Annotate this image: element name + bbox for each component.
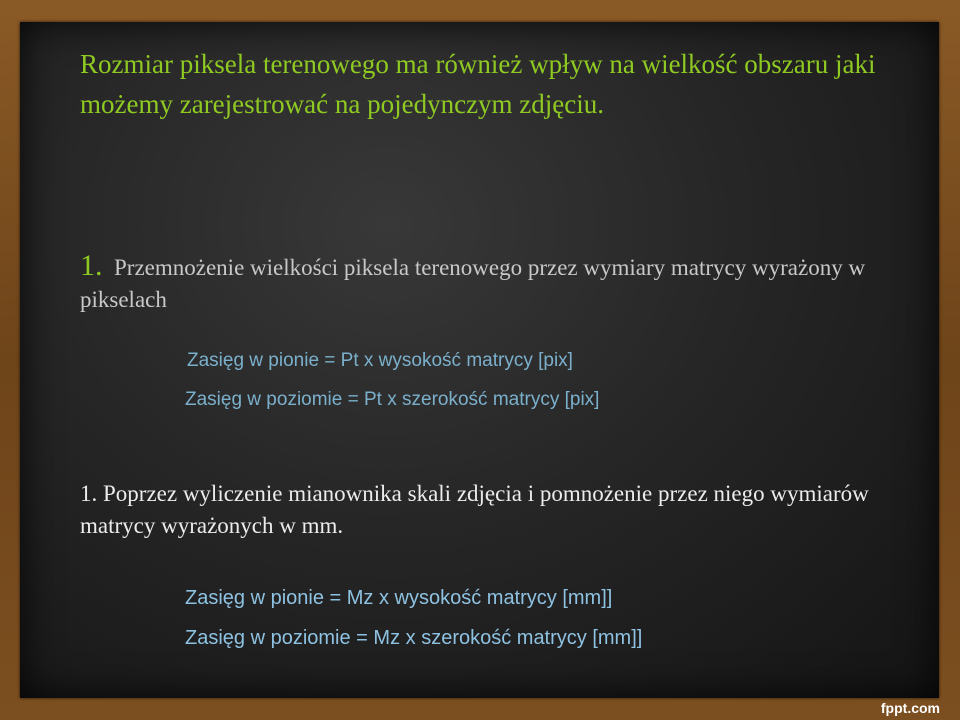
list-item-2	[80, 478, 900, 542]
list-item-2-text: Poprzez wyliczenie mianownika skali zdjęcia i pomnożenie przez niego wymiarów matrycy wyrażonych w mm.	[80, 481, 869, 538]
formula-vertical-mm: Zasięg w pionie = Mz x wysokość matrycy [mm]]	[185, 587, 613, 609]
formula-horizontal-pix: Zasięg w poziomie = Pt x szerokość matrycy [pix]	[185, 389, 600, 410]
intro-text: Rozmiar piksela terenowego ma również wpływ na wielkość obszaru jaki możemy zarejestrować na pojedynczym zdjęciu.	[80, 49, 876, 119]
formula-horizontal-mm: Zasięg w poziomie = Mz x szerokość matrycy [mm]]	[185, 627, 643, 649]
watermark: fppt.com	[880, 700, 940, 716]
list-item-1	[80, 250, 910, 316]
list-number-2: 1.	[80, 481, 98, 506]
list-item-1-text: Przemnożenie wielkości piksela terenowego przez wymiary matrycy wyrażony w pikselach	[80, 255, 866, 312]
list-number-1: 1.	[80, 249, 103, 282]
chalkboard	[20, 22, 939, 698]
formula-vertical-pix: Zasięg w pionie = Pt x wysokość matrycy [pix]	[187, 350, 573, 371]
